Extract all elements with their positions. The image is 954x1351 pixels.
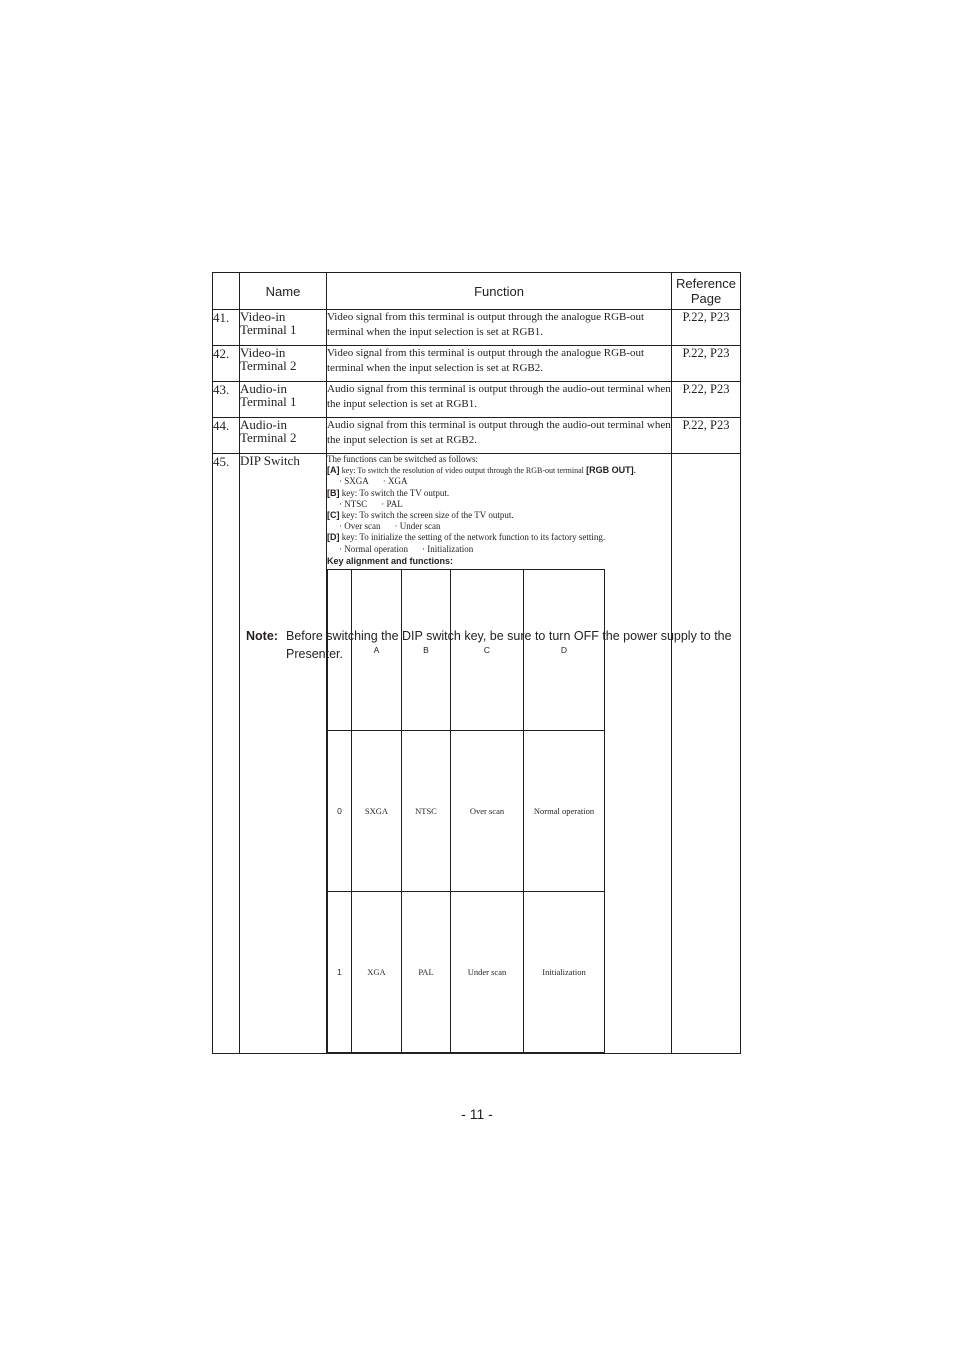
key-options [327, 521, 671, 532]
key-d-line [327, 532, 671, 543]
key-a-line [327, 465, 671, 476]
header-function: Function [327, 273, 672, 310]
rgb-out-label: [RGB OUT] [586, 465, 634, 476]
key-table-cell: Over scan [451, 731, 524, 892]
key-table-cell: Normal operation [524, 731, 605, 892]
key-table-header: A [352, 570, 402, 731]
page-number: - 11 - [461, 1106, 493, 1122]
note [246, 627, 736, 663]
table-header-row [213, 273, 741, 310]
key-alignment-heading: Key alignment and functions: [327, 555, 454, 566]
key-table-cell: 1 [328, 892, 352, 1053]
row-function: Audio signal from this terminal is output through the audio-out terminal when the input selection is set at RGB2. [327, 418, 672, 454]
key-options [327, 499, 671, 510]
row-number: 41. [213, 310, 240, 346]
header-num [213, 273, 240, 310]
key-table-row [328, 731, 605, 892]
note-text: Before switching the DIP switch key, be sure to turn OFF the power supply to the Presenter. [286, 629, 732, 661]
row-reference: P.22, P23 [672, 418, 741, 454]
row-name: Video-in Terminal 1 [240, 310, 327, 346]
key-option: · PAL [381, 498, 403, 509]
key-table-header: B [402, 570, 451, 731]
key-label: [D] [327, 532, 340, 543]
header-name: Name [240, 273, 327, 310]
dip-switch-row [213, 454, 741, 1054]
key-option: · Over scan [339, 521, 381, 532]
key-table-cell: NTSC [402, 731, 451, 892]
key-option: · Initialization [421, 543, 474, 554]
key-options [327, 544, 671, 555]
key-description: key: To switch the TV output. [341, 487, 450, 498]
header-reference: Reference Page [672, 273, 741, 310]
key-table-cell: 0 [328, 731, 352, 892]
key-description: key: To switch the resolution of video output through the RGB-out terminal [341, 466, 584, 476]
key-label: [C] [327, 510, 340, 521]
key-a-period: . [633, 465, 636, 476]
row-function: Video signal from this terminal is output through the analogue RGB-out terminal when the input selection is set at RGB2. [327, 346, 672, 382]
row-function: Audio signal from this terminal is output through the audio-out terminal when the input selection is set at RGB1. [327, 382, 672, 418]
key-table-cell: Under scan [451, 892, 524, 1053]
key-table-cell: Initialization [524, 892, 605, 1053]
key-table-header: D [524, 570, 605, 731]
table-row [213, 418, 741, 454]
key-c-line [327, 510, 671, 521]
key-options [327, 476, 671, 487]
key-option: · Normal operation [339, 543, 408, 554]
key-option: · SXGA [339, 476, 369, 487]
row-reference: P.22, P23 [672, 310, 741, 346]
key-option: · XGA [382, 476, 408, 487]
note-label: Note: [246, 629, 278, 643]
row-name: Audio-in Terminal 1 [240, 382, 327, 418]
row-reference: P.22, P23 [672, 346, 741, 382]
row-function: Video signal from this terminal is output through the analogue RGB-out terminal when the input selection is set at RGB1. [327, 310, 672, 346]
key-option: · Under scan [394, 521, 441, 532]
row-reference: P.22, P23 [672, 382, 741, 418]
row-number: 42. [213, 346, 240, 382]
key-table-cell: SXGA [352, 731, 402, 892]
key-label: [B] [327, 487, 340, 498]
key-description: key: To switch the screen size of the TV output. [341, 510, 514, 521]
row-number: 45. [213, 454, 240, 1054]
key-description: key: To initialize the setting of the network function to its factory setting. [341, 532, 606, 543]
dip-intro: The functions can be switched as follows: [327, 454, 478, 464]
row-name: DIP Switch [240, 454, 327, 1054]
key-label: [A] [327, 465, 340, 476]
key-table-cell: PAL [402, 892, 451, 1053]
row-name: Video-in Terminal 2 [240, 346, 327, 382]
table-row [213, 310, 741, 346]
row-name: Audio-in Terminal 2 [240, 418, 327, 454]
table-row [213, 346, 741, 382]
row-number: 44. [213, 418, 240, 454]
table-row [213, 382, 741, 418]
key-table-row [328, 892, 605, 1053]
component-table [212, 272, 741, 1054]
dip-function-cell [327, 454, 672, 1054]
key-option: · NTSC [339, 498, 368, 509]
row-number: 43. [213, 382, 240, 418]
key-table-header: C [451, 570, 524, 731]
key-table-cell: XGA [352, 892, 402, 1053]
row-reference [672, 454, 741, 1054]
key-b-line [327, 488, 671, 499]
